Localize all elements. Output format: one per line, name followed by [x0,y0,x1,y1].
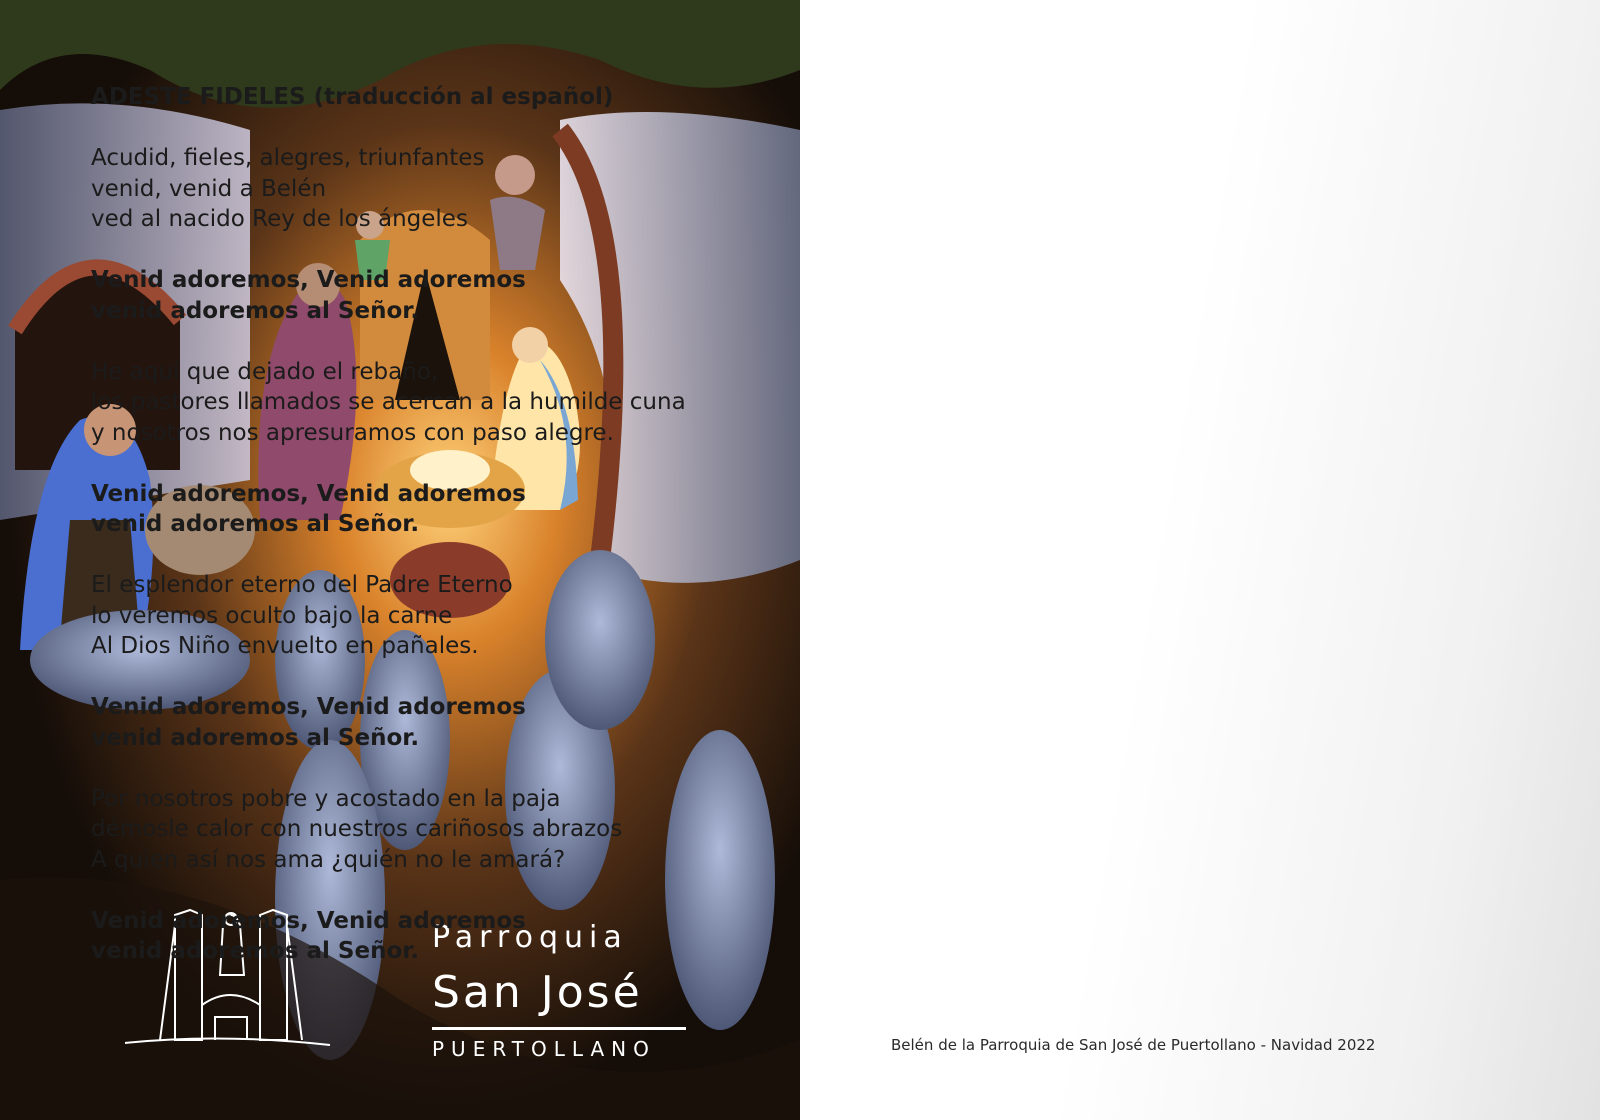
verse-stanza [91,143,781,235]
verse-stanza [91,570,781,662]
lyric-line: Venid adoremos, Venid adoremos [91,907,526,934]
lyric-line: los pastores llamados se acercan a la humilde cuna [91,389,686,415]
song-title: ADESTE FIDELES (traducción al español) [91,84,614,110]
lyric-line: Venid adoremos, Venid adoremos [91,267,526,293]
lyric-line: Venid adoremos, Venid adoremos [91,694,526,720]
chorus-stanza [91,906,781,967]
verse-stanza [91,357,781,449]
chorus-stanza [91,265,781,326]
lyric-line: venid adoremos al Señor. [91,938,420,964]
chorus-stanza [91,692,781,753]
lyric-line: Acudid, fieles, alegres, triunfantes [91,145,485,171]
chorus-stanza [91,479,781,540]
lyric-line: Al Dios Niño envuelto en pañales. [91,633,479,659]
lyrics-text [91,82,781,967]
photo-caption: Belén de la Parroquia de San José de Puertollano - Navidad 2022 [891,1036,1376,1054]
lyric-line: ved al nacido Rey de los ángeles [91,206,468,232]
lyric-line: démosle calor con nuestros cariñosos abrazos [91,816,623,842]
logo-san-jose-text: San José [432,967,643,1018]
lyric-line: lo veremos oculto bajo la carne [91,602,453,629]
lyric-line: venid adoremos al Señor. [91,511,420,537]
logo-divider [432,1027,686,1030]
lyric-line: Venid adoremos, Venid adoremos [91,480,526,507]
lyric-line: y nosotros nos apresuramos con paso alegre. [91,419,614,446]
lyric-line: Por nosotros pobre y acostado en la paja [91,785,561,812]
lyric-line: A quien así nos ama ¿quién no le amará? [91,846,566,873]
stanza-list [91,143,781,967]
lyric-line: venid adoremos al Señor. [91,724,420,751]
lyric-line: He aquí que dejado el rebaño, [91,358,439,385]
logo-parroquia-text: Parroquia [432,920,628,955]
lyric-line: El esplendor eterno del Padre Eterno [91,572,513,598]
lyric-line: venid, venid a Belén [91,175,327,202]
lyric-line: venid adoremos al Señor. [91,297,420,324]
verse-stanza [91,784,781,876]
lyrics-panel [800,0,1600,1120]
logo-city-text: PUERTOLLANO [432,1037,656,1061]
